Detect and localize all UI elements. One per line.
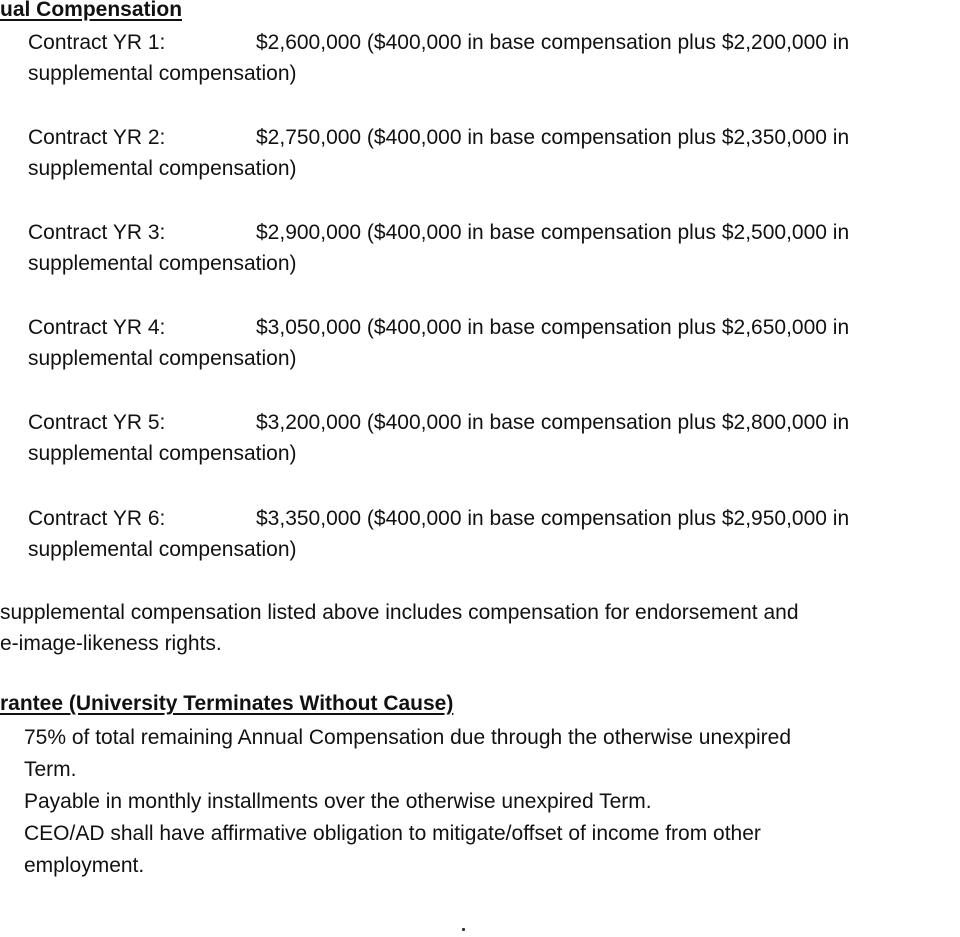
- contract-year-label: Contract YR 6:: [28, 507, 166, 530]
- contract-year-label: Contract YR 2:: [28, 126, 166, 149]
- contract-year-2-entry: [28, 122, 958, 184]
- contract-year-3-entry: [28, 217, 958, 279]
- contract-year-amount: $2,900,000 ($400,000 in base compensation plus $2,500,000 in: [256, 221, 850, 244]
- contract-year-continuation: supplemental compensation): [28, 157, 297, 180]
- guarantee-term-line: Term.: [24, 758, 77, 781]
- guarantee-terms-list: [24, 722, 954, 882]
- guarantee-term-line: CEO/AD shall have affirmative obligation to mitigate/offset of income from other: [24, 822, 761, 845]
- contract-year-continuation: supplemental compensation): [28, 252, 297, 275]
- contract-year-label: Contract YR 4:: [28, 316, 166, 339]
- contract-year-continuation: supplemental compensation): [28, 442, 297, 465]
- note-line: e-image-likeness rights.: [0, 632, 222, 655]
- contract-year-amount: $2,600,000 ($400,000 in base compensation plus $2,200,000 in: [256, 31, 850, 54]
- contract-year-5-entry: [28, 407, 958, 469]
- contract-year-continuation: supplemental compensation): [28, 538, 297, 561]
- contract-year-4-entry: [28, 312, 958, 374]
- contract-year-label: Contract YR 3:: [28, 221, 166, 244]
- guarantee-term-line: employment.: [24, 854, 145, 877]
- contract-year-amount: $3,200,000 ($400,000 in base compensation plus $2,800,000 in: [256, 411, 850, 434]
- annual-compensation-heading: ual Compensation: [0, 0, 183, 21]
- guarantee-term-line: 75% of total remaining Annual Compensation due through the otherwise unexpired: [24, 726, 792, 749]
- note-line: supplemental compensation listed above includes compensation for endorsement and: [0, 601, 799, 624]
- contract-year-amount: $2,750,000 ($400,000 in base compensation plus $2,350,000 in: [256, 126, 850, 149]
- contract-year-amount: $3,350,000 ($400,000 in base compensation plus $2,950,000 in: [256, 507, 850, 530]
- contract-year-6-entry: [28, 503, 958, 565]
- scan-artifact-mark: [462, 928, 465, 931]
- guarantee-term-line: Payable in monthly installments over the otherwise unexpired Term.: [24, 790, 652, 813]
- supplemental-compensation-note: [0, 597, 958, 659]
- contract-year-continuation: supplemental compensation): [28, 347, 297, 370]
- guarantee-heading: rantee (University Terminates Without Cause): [0, 692, 454, 715]
- contract-year-label: Contract YR 5:: [28, 411, 166, 434]
- contract-year-label: Contract YR 1:: [28, 31, 166, 54]
- contract-year-amount: $3,050,000 ($400,000 in base compensation plus $2,650,000 in: [256, 316, 850, 339]
- contract-year-1-entry: [28, 27, 958, 89]
- contract-year-continuation: supplemental compensation): [28, 62, 297, 85]
